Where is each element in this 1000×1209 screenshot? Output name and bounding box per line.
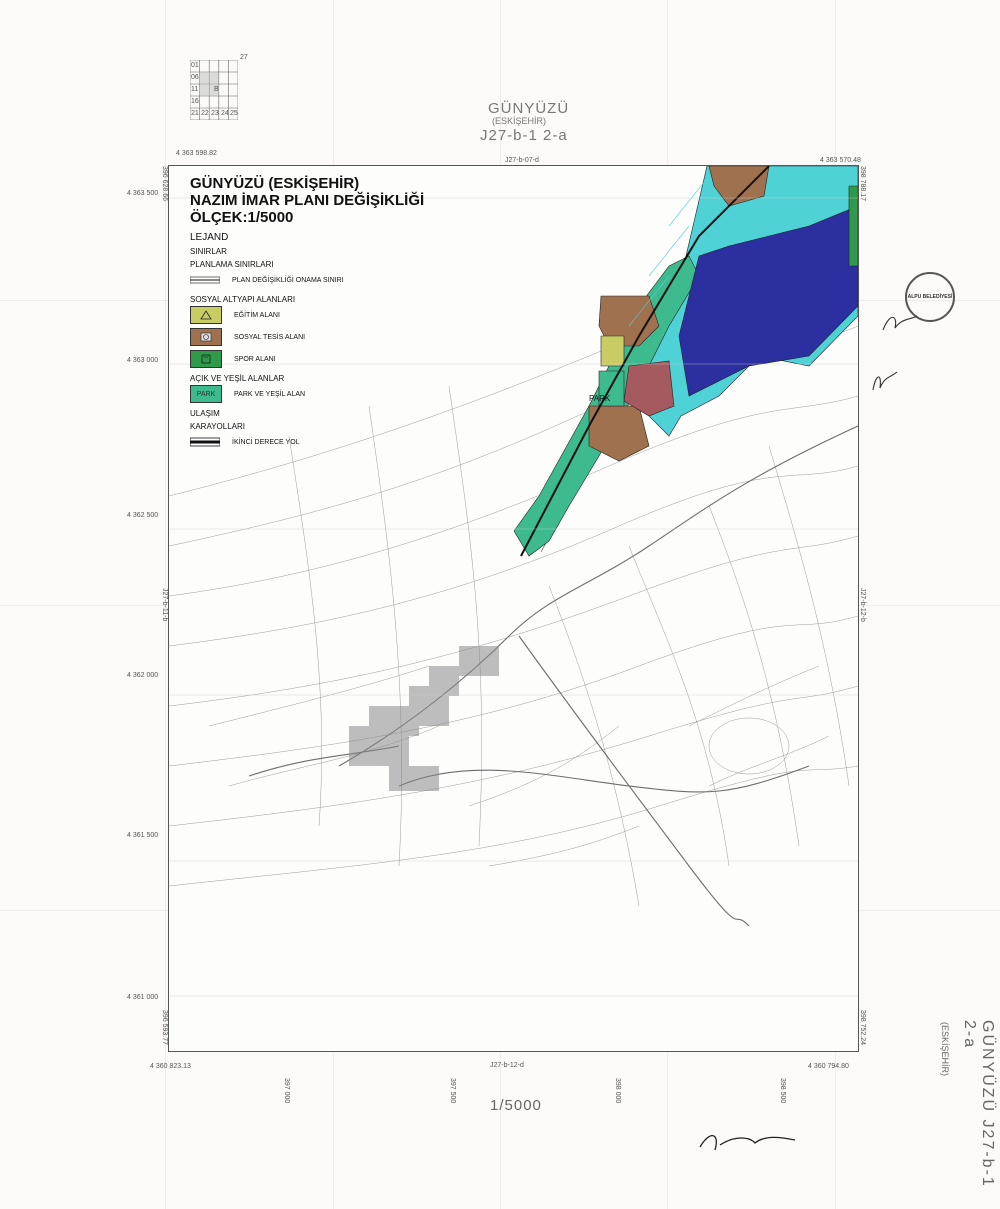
bottom-tick-label: 398 500 bbox=[779, 1078, 786, 1104]
legend-label: SPOR ALANI bbox=[234, 355, 276, 363]
side-subtitle: (ESKİŞEHİR) bbox=[940, 1022, 950, 1077]
top-left-coordinate: 4 363 598.82 bbox=[176, 150, 217, 157]
plan-scale: ÖLÇEK:1/5000 bbox=[190, 209, 294, 226]
index-cell-label: 11 bbox=[191, 86, 199, 93]
signature bbox=[695, 1125, 805, 1155]
park-swatch: PARK bbox=[190, 385, 222, 403]
legend-item-park bbox=[190, 383, 450, 405]
left-top-corner-label: 396 628.66 bbox=[161, 166, 168, 202]
legend-item-sport bbox=[190, 348, 450, 370]
legend-section-planning: PLANLAMA SINIRLARI bbox=[190, 260, 274, 269]
legend-heading: LEJAND bbox=[190, 232, 229, 243]
left-bottom-corner-label: 396 593.77 bbox=[161, 1010, 168, 1046]
left-tick-label: 4 361 500 bbox=[127, 832, 159, 839]
right-sheet-label: J27-b-12-b bbox=[859, 588, 866, 622]
legend-section-transport: ULAŞIM bbox=[190, 409, 220, 418]
legend-item-social-facility bbox=[190, 326, 450, 348]
map-park-label: PARK bbox=[589, 394, 611, 403]
legend-section-social: SOSYAL ALTYAPI ALANLARI bbox=[190, 295, 296, 304]
top-sheet-label: J27-b-07-d bbox=[505, 157, 539, 164]
left-tick-label: 4 363 500 bbox=[127, 190, 159, 197]
legend-label: SOSYAL TESİS ALANI bbox=[234, 333, 306, 341]
left-tick-label: 4 363 000 bbox=[127, 357, 159, 364]
legend-label: EĞİTİM ALANI bbox=[234, 311, 280, 319]
left-tick-label: 4 362 500 bbox=[127, 512, 159, 519]
index-corner-label: 27 bbox=[240, 54, 248, 61]
header-sheet-code: J27-b-1 2-a bbox=[480, 127, 568, 144]
legend-label: İKİNCİ DERECE YOL bbox=[232, 438, 300, 446]
boundary-line-symbol bbox=[190, 272, 220, 288]
signature bbox=[880, 310, 920, 335]
triangle-icon bbox=[190, 306, 222, 324]
legend-item-education bbox=[190, 304, 450, 326]
index-cell-label: 25 bbox=[230, 110, 238, 117]
header-subtitle: (ESKİŞEHİR) bbox=[492, 116, 547, 126]
footer-scale: 1/5000 bbox=[490, 1097, 542, 1114]
index-cell-label: 06 bbox=[191, 74, 199, 81]
social-facility-icon bbox=[190, 328, 222, 346]
index-cell-label: 21 bbox=[191, 110, 199, 117]
map-legend bbox=[190, 175, 450, 453]
bottom-tick-label: 397 500 bbox=[449, 1078, 456, 1104]
index-cell-label: 23 bbox=[211, 110, 219, 117]
header-title: GÜNYÜZÜ bbox=[488, 100, 570, 117]
right-bottom-corner-label: 398 752.24 bbox=[859, 1010, 866, 1046]
left-tick-label: 4 361 000 bbox=[127, 994, 159, 1001]
sport-field-icon bbox=[190, 350, 222, 368]
index-cell-label: 01 bbox=[191, 62, 199, 69]
right-top-corner-label: 398 788.17 bbox=[859, 166, 866, 202]
bottom-tick-label: 397 000 bbox=[283, 1078, 290, 1104]
bottom-right-coordinate: 4 360 794.80 bbox=[808, 1063, 849, 1070]
plan-title: GÜNYÜZÜ (ESKİŞEHİR) bbox=[190, 175, 360, 192]
signature bbox=[870, 368, 900, 393]
legend-label: PARK VE YEŞİL ALAN bbox=[234, 390, 306, 398]
index-cell-label: 16 bbox=[191, 98, 199, 105]
index-cell-label: 24 bbox=[221, 110, 229, 117]
legend-section-open-green: AÇIK VE YEŞİL ALANLAR bbox=[190, 374, 285, 383]
left-tick-label: 4 362 000 bbox=[127, 672, 159, 679]
bottom-sheet-label: J27-b-12-d bbox=[490, 1062, 524, 1069]
legend-section-roads: KARAYOLLARI bbox=[190, 422, 245, 431]
legend-item-second-road bbox=[190, 431, 450, 453]
side-title: GÜNYÜZÜ J27-b-1 2-a bbox=[961, 1020, 996, 1188]
legend-item-plan-change bbox=[190, 269, 450, 291]
legend-label: PLAN DEĞİŞİKLİĞİ ONAMA SINIRI bbox=[232, 276, 344, 284]
plan-subtitle: NAZIM İMAR PLANI DEĞİŞİKLİĞİ bbox=[190, 192, 425, 209]
left-sheet-label: J27-b-11-b bbox=[161, 588, 168, 622]
bottom-tick-label: 398 000 bbox=[614, 1078, 621, 1104]
index-cell-label: 22 bbox=[201, 110, 209, 117]
road-symbol bbox=[190, 434, 220, 450]
index-marked-cell: B bbox=[214, 86, 219, 93]
top-right-coordinate: 4 363 570.48 bbox=[820, 157, 861, 164]
legend-section-boundaries: SINIRLAR bbox=[190, 247, 227, 256]
bottom-left-coordinate: 4 360 823.13 bbox=[150, 1063, 191, 1070]
municipality-stamp: ALPU BELEDİYESİ bbox=[905, 272, 955, 322]
